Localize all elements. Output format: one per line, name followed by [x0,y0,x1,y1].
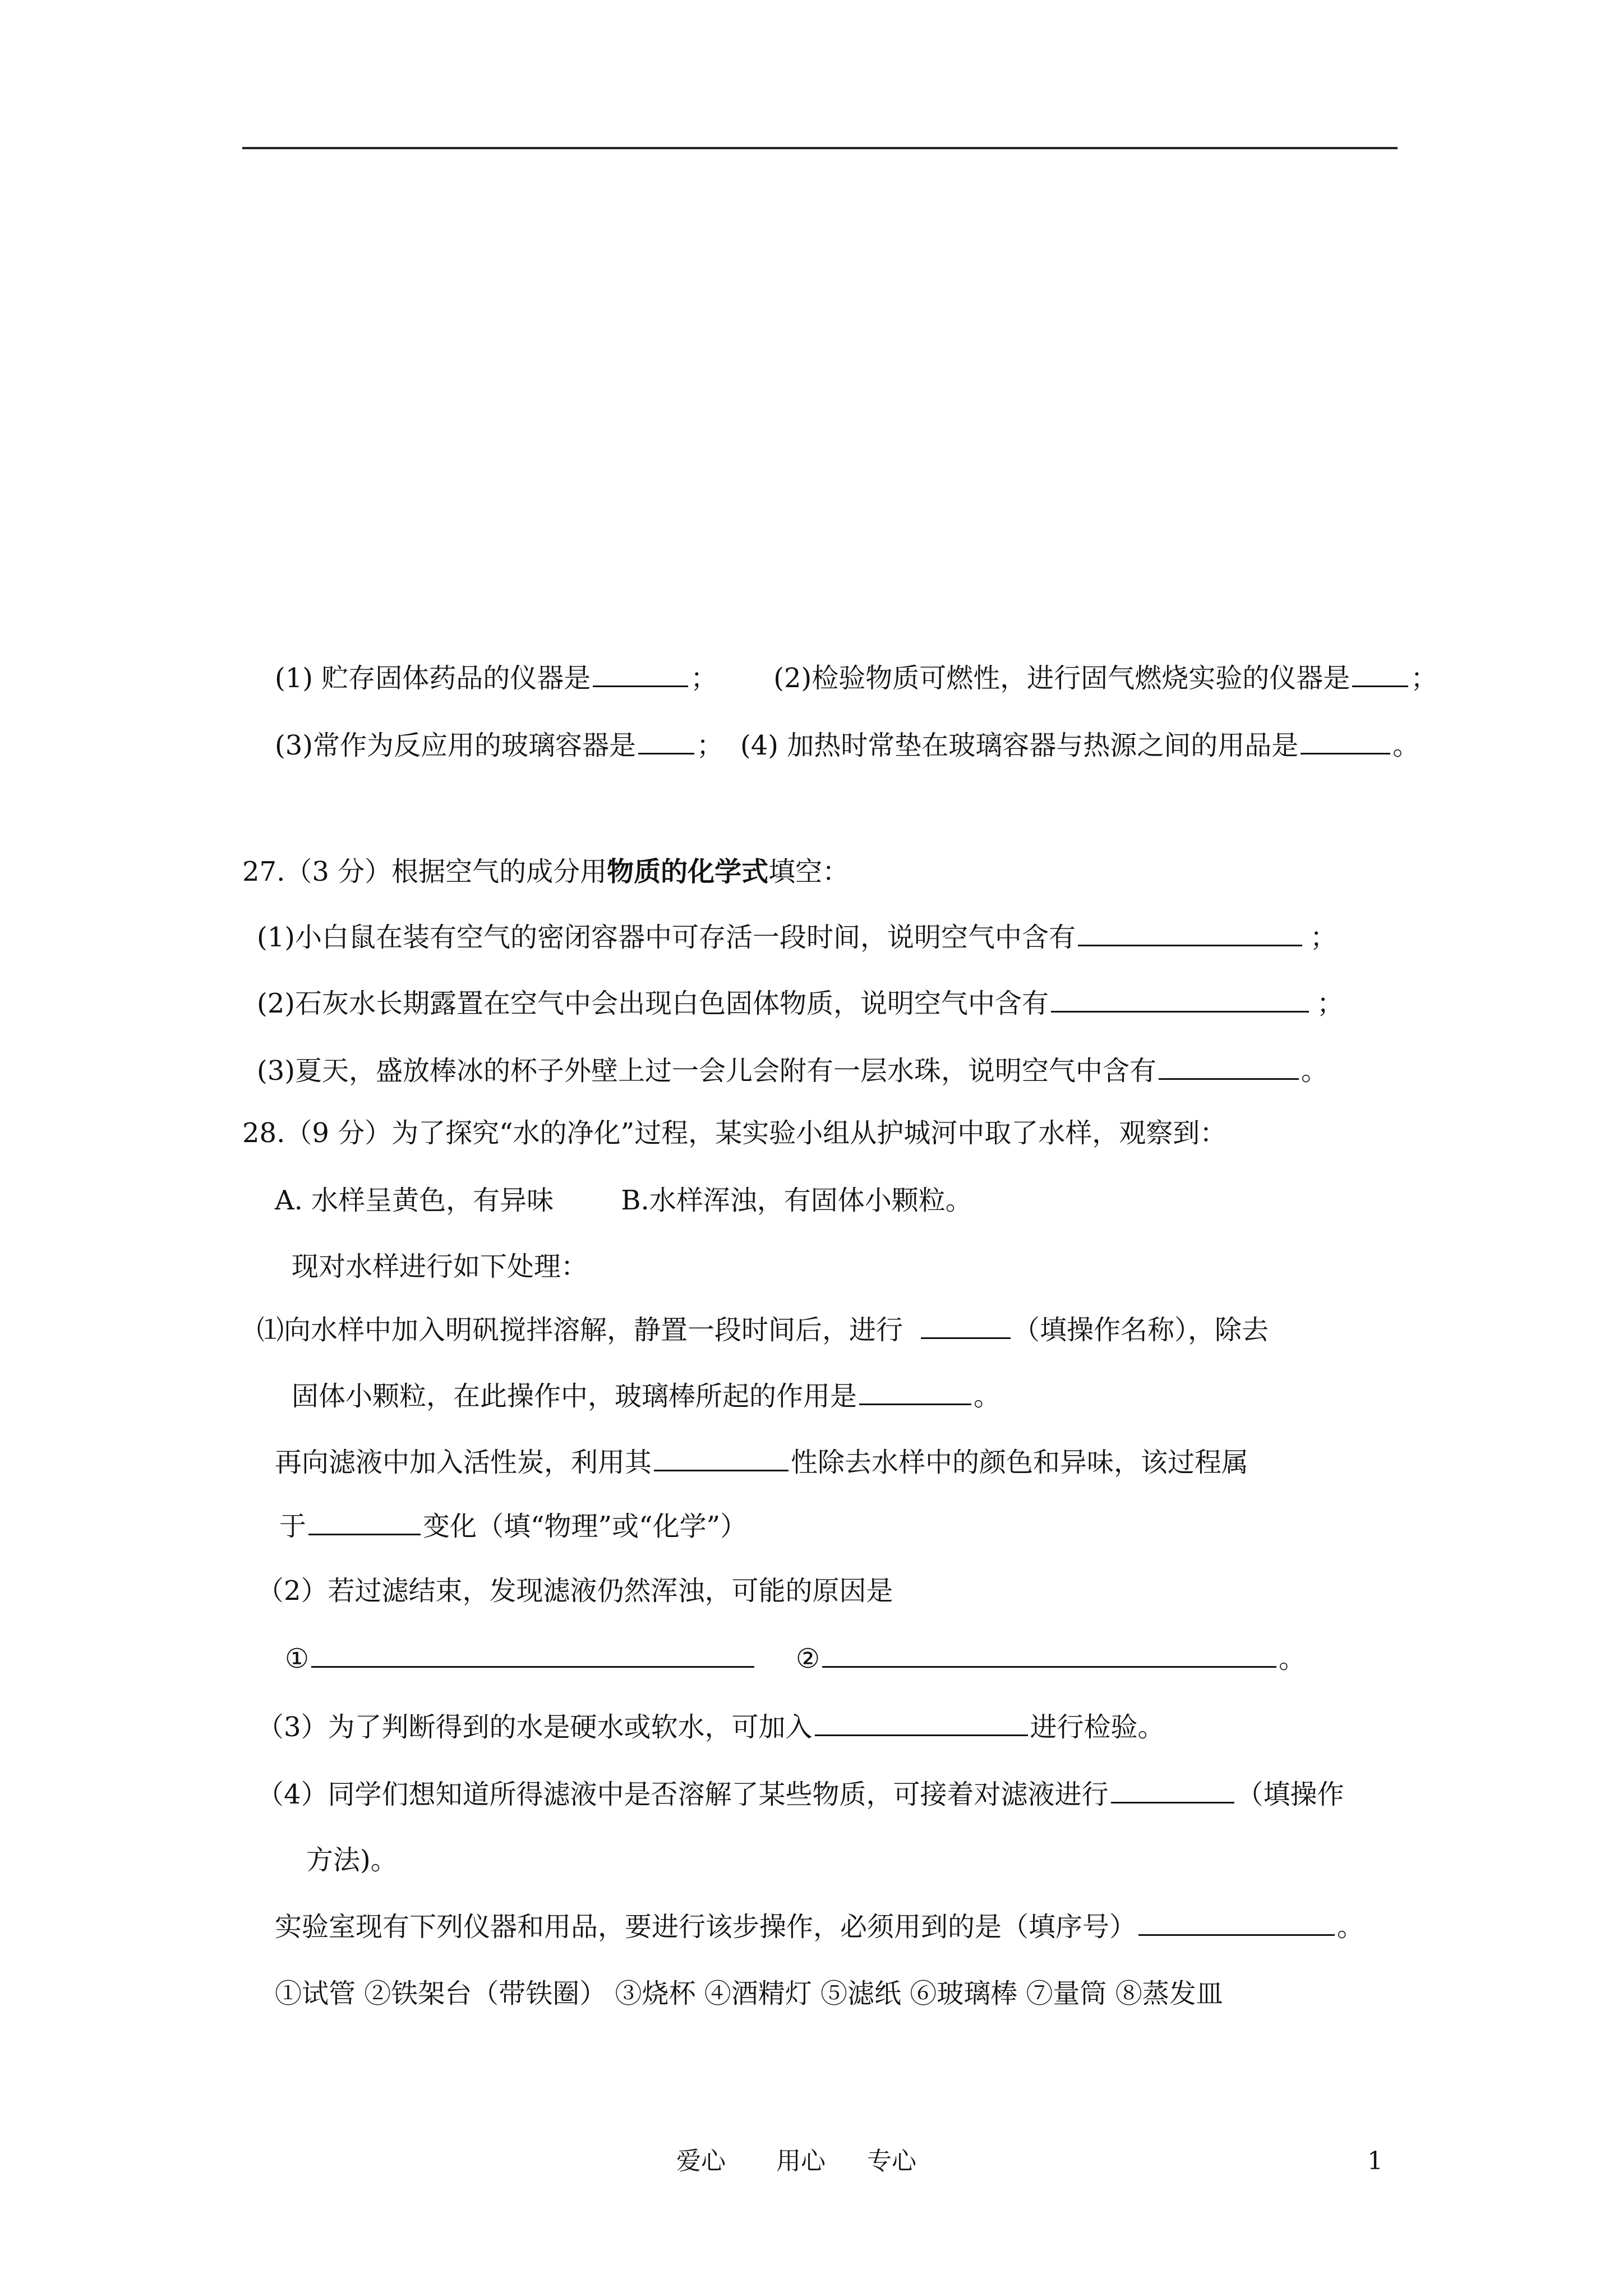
q28-step1-d-text: 于 [279,1511,307,1542]
q28-step4-blank [1111,1777,1234,1803]
q28-step1-c-text: 再向滤液中加入活性炭，利用其 [275,1447,652,1478]
q26-part4-blank [1301,728,1390,754]
q28-observation-b: B.水样浑浊，有固体小颗粒。 [621,1185,972,1216]
q28-step5-blank [1138,1910,1335,1936]
q28-step1-c-end: 性除去水样中的颜色和异味，该过程属 [791,1447,1249,1478]
q28-step2-cause-1-blank [311,1641,754,1668]
q27-item-3-end: 。 [1301,1055,1329,1087]
q28-step5 [275,1910,1364,1943]
q28-process-text: 现对水样进行如下处理： [292,1251,588,1282]
q27-item-3 [257,1053,1328,1087]
q28-step4-b [306,1843,398,1877]
q28-step3-text: （3）为了判断得到的水是硬水或软水，可加入 [257,1711,813,1743]
q26-part2-blank [1352,661,1408,687]
q26-part1-blank [593,661,688,687]
q28-step1-text: ⑴向水样中加入明矾搅拌溶解，静置一段时间后，进行 [257,1314,903,1346]
q28-step3-end: 进行检验。 [1030,1711,1165,1743]
q27-heading [242,855,849,889]
q28-step1-b [292,1379,1000,1412]
page-number: 1 [1367,2147,1383,2175]
q28-step2-causes [285,1641,1306,1675]
q28-step1-b-end: 。 [974,1381,1001,1412]
q26-line-2 [275,728,1419,762]
q28-heading [242,1116,1227,1150]
q27-item-2-blank [1051,986,1309,1013]
q27-heading-prefix: 27.（3 分）根据空气的成分用 [242,856,607,887]
q28-step1-d-end: 变化（填“物理”或“化学”） [423,1511,748,1542]
q28-step2-cause-1-label: ① [285,1643,310,1674]
q28-step1-blank [921,1313,1011,1339]
q28-step5-text: 实验室现有下列仪器和用品，要进行该步操作，必须用到的是（填序号） [275,1911,1137,1943]
footer-word-2: 用心 [776,2147,826,2175]
q27-item-2 [257,986,1344,1020]
q28-step3-blank [815,1710,1028,1736]
q28-step3 [257,1710,1165,1743]
q28-step1-b-blank [859,1379,971,1405]
q26-part3-end: ； [697,730,724,761]
q28-step1-c-blank [654,1445,789,1471]
q26-part4-end: 。 [1393,730,1420,761]
q28-step2-text: （2）若过滤结束，发现滤液仍然浑浊，可能的原因是 [257,1575,893,1607]
q28-step1-d-blank [308,1509,421,1535]
q26-part4-text: (4) 加热时常垫在玻璃容器与热源之间的用品是 [740,730,1299,761]
q26-line-1 [275,661,1437,694]
q28-heading-text: 28.（9 分）为了探究“水的净化”过程，某实验小组从护城河中取了水样，观察到： [242,1117,1227,1149]
q27-item-2-text: (2)石灰水长期露置在空气中会出现白色固体物质，说明空气中含有 [257,988,1049,1019]
footer-word-1: 爱心 [676,2147,726,2175]
q28-step2-end: 。 [1279,1643,1306,1674]
q28-step4-end: （填操作 [1236,1779,1344,1810]
q26-part2-end: ； [1410,662,1438,694]
q28-step4 [257,1777,1344,1811]
q27-heading-suffix: 填空： [768,856,850,887]
footer-word-3: 专心 [867,2147,916,2175]
q27-item-2-end: ； [1317,988,1344,1019]
q28-step1 [257,1313,1269,1346]
q28-instrument-list [275,1977,1223,2010]
q28-observations [275,1184,972,1217]
q27-item-1-blank [1078,920,1302,946]
q27-item-3-text: (3)夏天，盛放棒冰的杯子外壁上过一会儿会附有一层水珠，说明空气中含有 [257,1055,1156,1087]
q28-step2-cause-2-label: ② [796,1643,820,1674]
q28-step1-c [275,1445,1248,1479]
q28-step2 [257,1574,893,1608]
q26-part2-text: (2)检验物质可燃性，进行固气燃烧实验的仪器是 [773,662,1350,694]
q27-heading-bold: 物质的化学式 [607,856,769,887]
q28-step1-b-text: 固体小颗粒，在此操作中，玻璃棒所起的作用是 [292,1381,857,1412]
q27-item-3-blank [1159,1053,1299,1080]
q28-step1-end: （填操作名称），除去 [1013,1314,1269,1346]
q28-step1-d [279,1509,747,1543]
q28-step2-cause-2-blank [822,1641,1276,1668]
q27-item-1-text: (1)小白鼠在装有空气的密闭容器中可存活一段时间，说明空气中含有 [257,922,1076,953]
q26-part3-text: (3)常作为反应用的玻璃容器是 [275,730,636,761]
q27-item-1-end: ； [1310,922,1338,953]
q28-process-intro [292,1250,588,1283]
q26-part1-end: ； [690,662,718,694]
q26-part1-text: (1) 贮存固体药品的仪器是 [275,662,591,694]
q28-instrument-list-text: ①试管 ②铁架台（带铁圈） ③烧杯 ④酒精灯 ⑤滤纸 ⑥玻璃棒 ⑦量筒 ⑧蒸发皿 [275,1978,1223,2009]
q27-item-1 [257,920,1337,954]
header-rule [242,147,1398,149]
q28-step4-b-text: 方法)。 [306,1844,398,1876]
q26-part3-blank [638,728,694,754]
q28-step5-end: 。 [1337,1911,1364,1943]
q28-step4-text: （4）同学们想知道所得滤液中是否溶解了某些物质，可接着对滤液进行 [257,1779,1109,1810]
q28-observation-a: A. 水样呈黄色，有异味 [275,1185,554,1216]
